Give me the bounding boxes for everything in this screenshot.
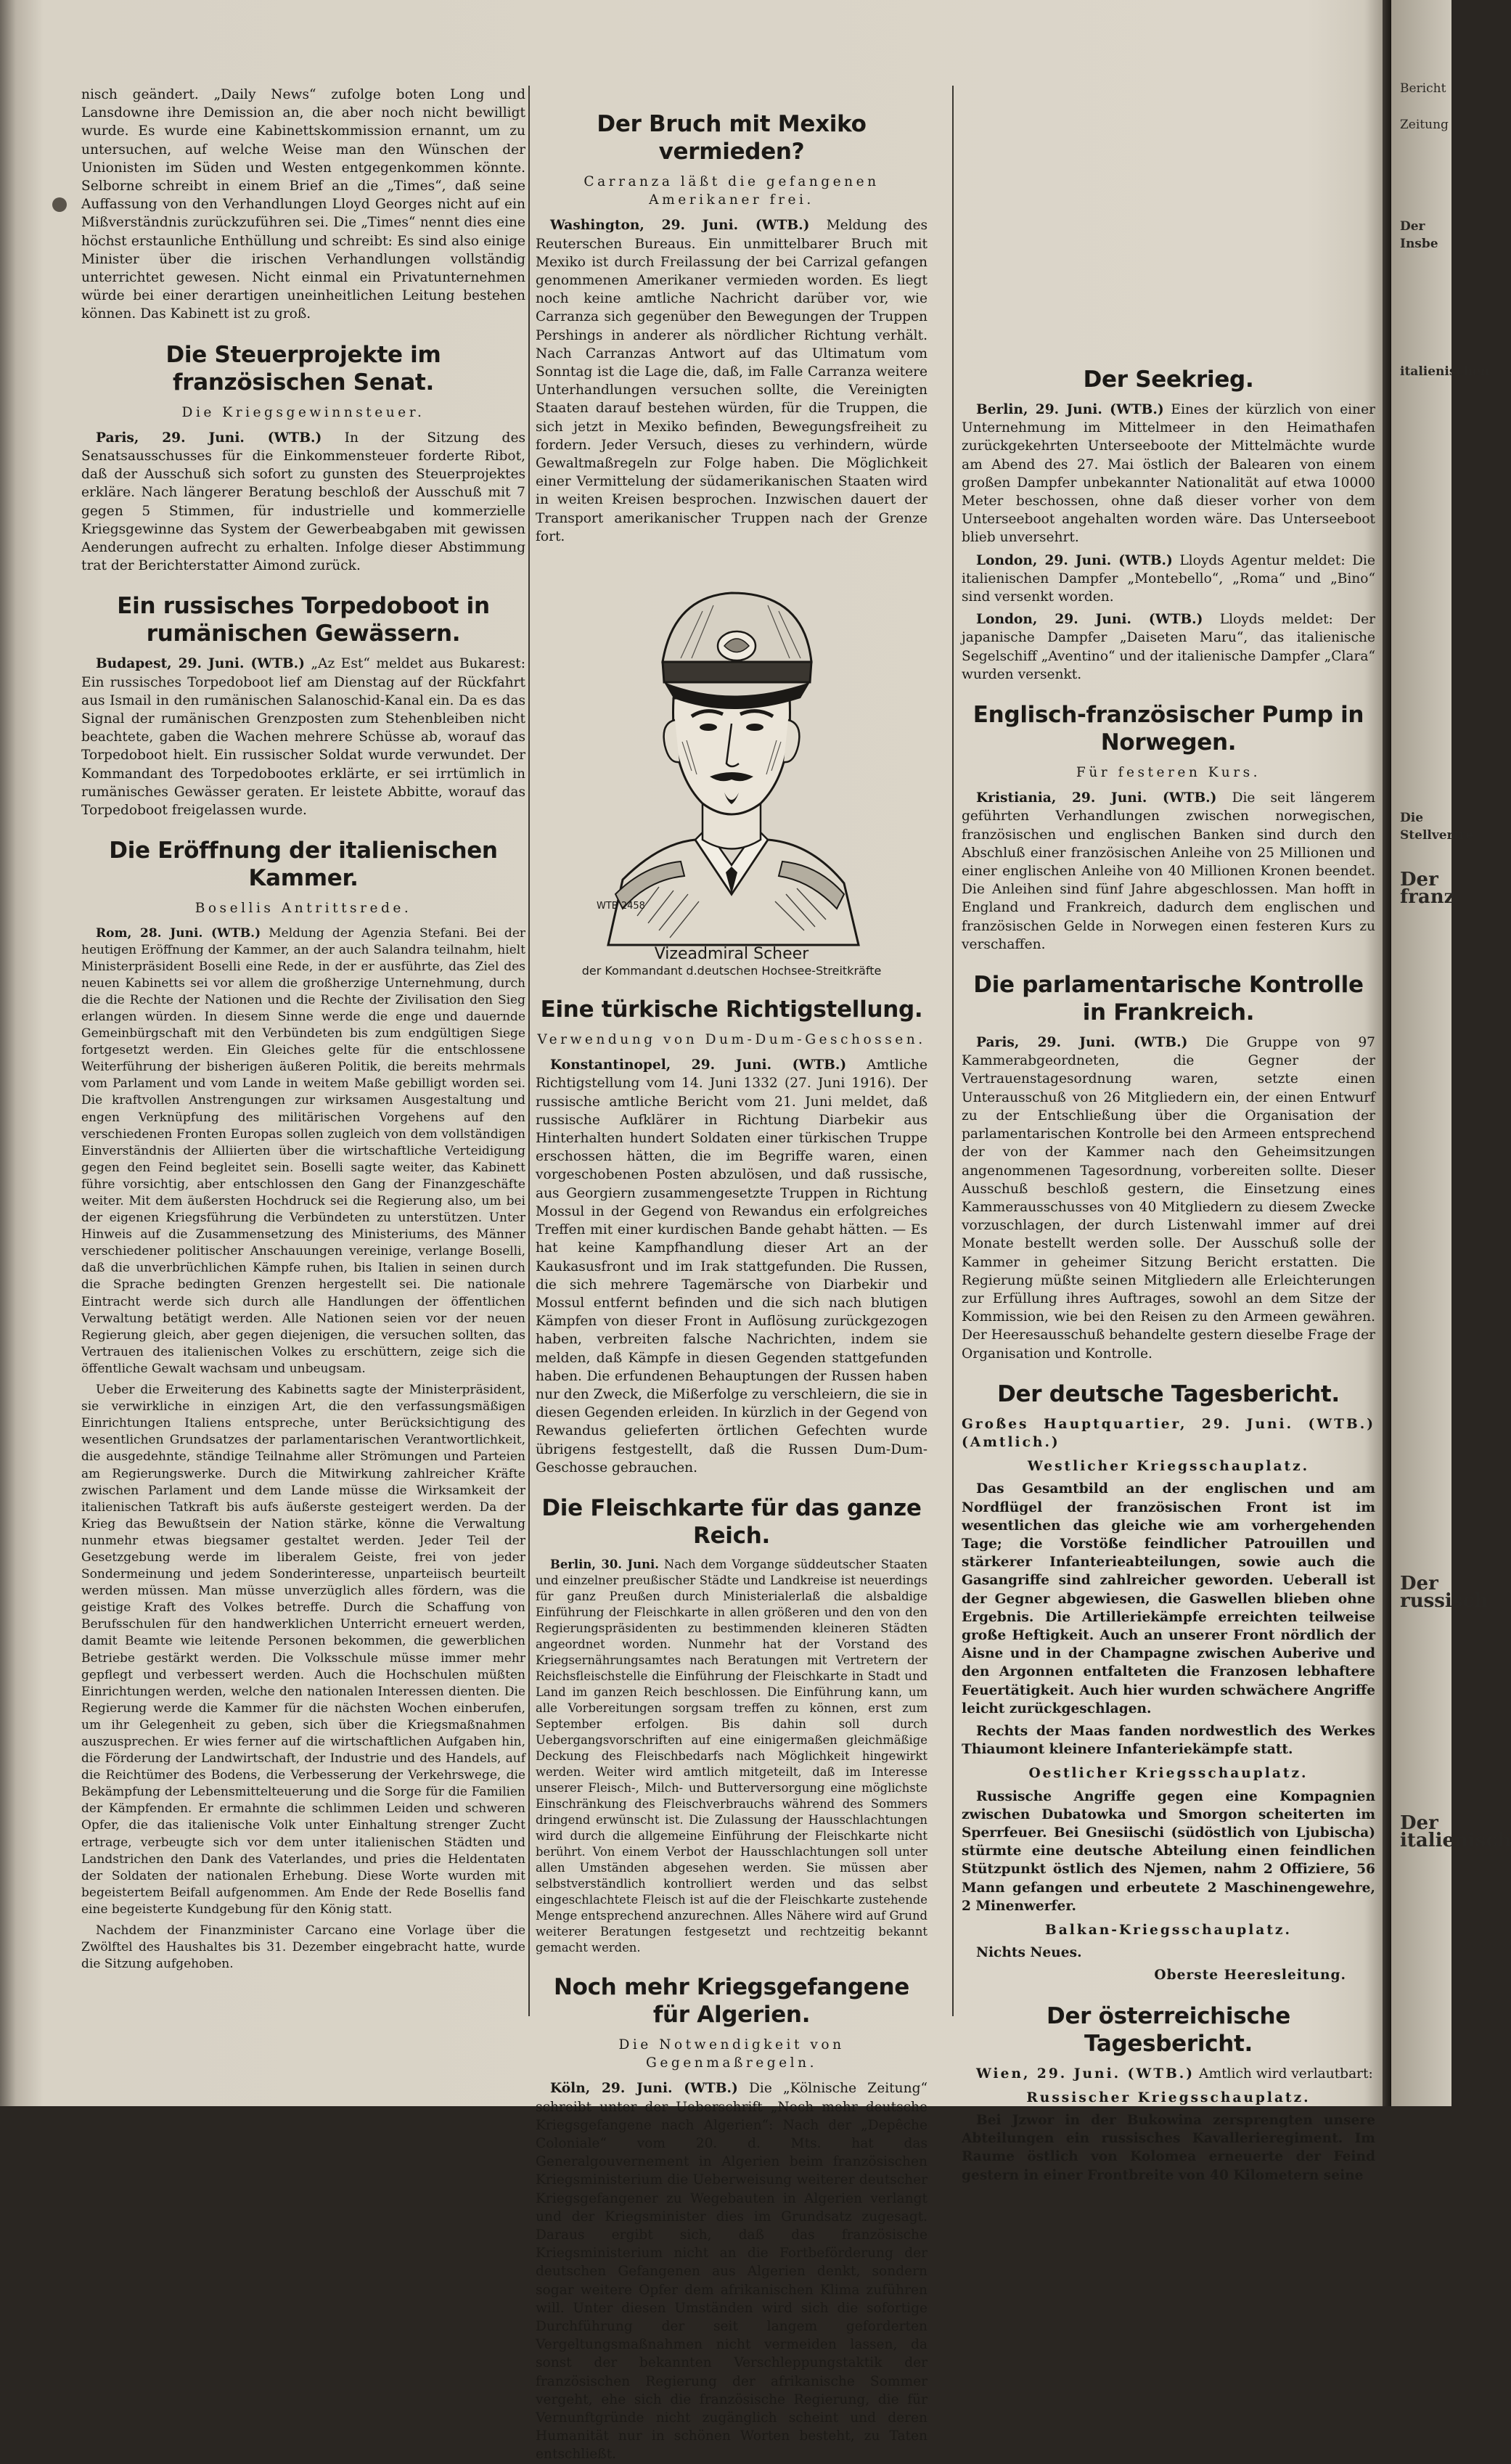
dateline: Köln, 29. Juni. (WTB.)	[550, 2081, 738, 2097]
headline-steuerprojekte: Die Steuerprojekte im französischen Senat.	[165, 341, 441, 396]
headline-fleischkarte: Die Fleischkarte für das ganze Reich.	[541, 1494, 922, 1549]
headline-tuerkische-richtigstellung: Eine türkische Richtigstellung.	[540, 996, 923, 1023]
dateline: Kristiania, 29. Juni. (WTB.)	[976, 790, 1217, 806]
subhead-kriegsgewinnsteuer: Die Kriegsgewinnsteuer.	[181, 404, 425, 420]
section-balkan: Balkan-Kriegsschauplatz.	[1045, 1923, 1292, 1939]
headline-seekrieg: Der Seekrieg.	[1083, 367, 1254, 393]
section-oestlich: Oestlicher Kriegsschauplatz.	[1028, 1766, 1309, 1782]
portrait-signature: WTB 2458	[597, 901, 645, 912]
neighbor-fragment: Der italienisch	[1400, 1812, 1511, 1851]
article-body: Lloyds meldet: Der japanische Dampfer „Daiseten Maru“, das italienische Segelschiff „Aventino“ und der italienische Dampfer „Clara“ wurden versenkt.	[962, 612, 1375, 682]
dateline: London, 29. Juni. (WTB.)	[976, 612, 1203, 628]
article-body: Amtliche Richtigstellung vom 14. Juni 1332 (27. Juni 1916). Der russische amtliche Bericht vom 21. Juni meldet, daß russische Aufklärer in Richtung Diarbekir aus Hinterhalten hundert Soldaten einer türkischen Truppe erschossen hätten, die im Begriffe waren, einen vorgeschobenen Posten abzulösen, und daß russische, aus Georgiern zusammengesetzte Truppen in Richtung Mossul in der Gegend von Rewandus ein erfolgreiches Treffen mit einer kurdischen Bande gehabt hätten. — Es hat keine Kampfhandlung dieser Art an der Kaukasusfront und im Irak stattgefunden. Die Russen, die sich mehrere Tagemärsche von Diarbekir und Mossul entfernt befinden und die sich nach blutigen Kämpfen von dieser Front in Auflösung zurückgezogen haben, verbreiten falsche Nachrichten, indem sie melden, daß Kämpfe in diesen Gegenden stattgefunden haben. Die erfundenen Behauptungen der Russen haben nur den Zweck, die Mißerfolge zu verschleiern, die sie in diesen Gegenden erleiden. In kürzlich in der Gegend von Rewandus gelieferten örtlichen Gefechten wurde übrigens festgestellt, daß die Russen Dum-Dum-Geschosse gebrauchen.	[536, 1057, 928, 1475]
article-body: Die seit längerem geführten Verhandlungen zwischen norwegischen, französischen und englischen Banken sind durch den Abschluß einer französischen Anleihe von 25 Millionen und einer englischen Anleihe von 40 Millionen Kronen beendet. Die Anleihen sind fünf Jahre abgeschlossen. Man hofft in England und Frankreich, dadurch dem englischen und französischen Gelde in Norwegen einen festeren Kurs zu verschaffen.	[962, 790, 1375, 952]
dateline: Berlin, 29. Juni. (WTB.)	[976, 402, 1164, 417]
intro-paragraph: nisch geändert. „Daily News“ zufolge boten Long und Lansdowne ihre Demission an, die aber noch nicht bewilligt wurde. Es wurde eine Kabinettskommission ernannt, um zu untersuchen, auf welche Weise man den Wünschen der Unionisten im Süden und Westen entgegenkommen könnte. Selborne schreibt in einem Brief an die „Times“, daß seine Auffassung von den Verhandlungen Lloyd Georges nicht auf ein Mißverständnis zurückzuführen sei. Die „Times“ nennt dies eine höchst erstaunliche Enthüllung und schreibt: Es sind also einige Minister über die irischen Verhandlungen vollständig unterrichtet gewesen. Nicht einmal ein Privatunternehmen würde bei einer derartigen uneinheitlichen Leitung bestehen können. Das Kabinett ist zu groß.	[81, 87, 525, 322]
article-body: Meldung des Reuterschen Bureaus. Ein unmittelbarer Bruch mit Mexiko ist durch Freilassung der bei Carrizal gefangen genommenen Amerikaner vermieden worden. Es liegt noch keine amtliche Nachricht darüber vor, wie Carranza sich gegenüber den Bewegungen der Truppen Pershings in anderer als nördlicher Richtung verhält. Nach Carranzas Antwort auf das Ultimatum vom Sonntag ist die Lage die, daß, im Falle Carranza weitere Unterhandlungen versuchen sollte, die Vereinigten Staaten darauf bestehen würden, für die Truppen, die sich jetzt in Mexiko befinden, Bewegungsfreiheit zu fordern. Jeder Versuch, dieses zu verhindern, würde Gewaltmaßregeln zur Folge haben. Die Möglichkeit einer Vermittelung der südamerikanischen Staaten wird in weiten Kreisen besprochen. Inzwischen dauert der Transport amerikanischer Truppen nach der Grenze fort.	[536, 218, 928, 544]
report-west: Das Gesamtbild an der englischen und am Nordflügel der französischen Front ist im wesentlichen das gleiche wie am vorhergehenden Tage; die Vorstöße feindlicher Patrouillen und stärkerer Infanterieabteilungen, sowie auch die Gasangriffe sind zahlreicher geworden. Ueberall ist der Gegner abgewiesen, die Gaswellen blieben ohne Ergebnis. Die Artilleriekämpfe erreichten teilweise große Heftigkeit. Auch an unserer Front nördlich der Aisne und in der Champagne zwischen Auberive und den Argonnen entfalteten die Franzosen lebhaftere Feuertätigkeit. Auch hier wurden schwächere Angriffe leicht zurückgeschlagen.	[962, 1481, 1375, 1716]
section-westlich: Westlicher Kriegsschauplatz.	[1027, 1459, 1310, 1475]
article-pump	[962, 789, 1375, 954]
portrait-caption-name: Vizeadmiral Scheer	[654, 945, 809, 964]
neighbor-fragment: Zeitung	[1400, 118, 1449, 132]
portrait-scheer	[579, 553, 884, 978]
adjacent-page-edge	[1391, 0, 1511, 2106]
article-body: In der Sitzung des Senatsausschusses für die Einkommensteuer forderte Ribot, daß der Ausschuß sich sofort zu gunsten des Steuerprojektes erkläre. Nach längerer Beratung beschloß der Ausschuß mit 7 gegen 5 Stimmen, für industrielle und kommerzielle Kriegsgewinne das System der Gewerbeabgaben mit gewissen Aenderungen aufrecht zu erhalten. Infolge dieser Abstimmung trat der Berichterstatter Aimond zurück.	[81, 430, 525, 574]
report-maas: Rechts der Maas fanden nordwestlich des Werkes Thiaumont kleinere Infanteriekämpfe statt.	[962, 1723, 1375, 1758]
neighbor-fragment: Der franz	[1400, 869, 1455, 908]
report-russisch: Bei Jzwor in der Bukowina zersprengten unsere Abteilungen ein russisches Kavallerieregiment. Im Raume östlich von Kolomea erneuerte der Feind gestern in einer Frontbreite von 40 Kilometern seine	[962, 2113, 1375, 2183]
article-kammer	[81, 925, 525, 1378]
headline-pump-norwegen: Englisch-französischer Pump in Norwegen.	[972, 702, 1364, 756]
column-1	[81, 86, 525, 2045]
dateline: Washington, 29. Juni. (WTB.)	[550, 218, 810, 234]
neighbor-fragment: Der russisch	[1400, 1573, 1489, 1612]
portrait-caption-role: der Kommandant d.deutschen Hochsee-Streitkräfte	[581, 964, 882, 978]
article-kontrolle	[962, 1034, 1375, 1363]
headline-algerien: Noch mehr Kriegsgefangene für Algerien.	[553, 1973, 910, 2028]
subhead-gegenmassregeln: Die Notwendigkeit von Gegenmaßregeln.	[618, 2037, 845, 2071]
article-body: Nach dem Vorgange süddeutscher Staaten und einzelner preußischer Städte und Landkreise ist neuerdings für ganz Preußen durch Ministerialerlaß die alsbaldige Einführung der Fleischkarte in allen größeren und den von den Regierungspräsidenten zu bestimmenden kleineren Städten angeordnet worden. Nunmehr hat der Vorstand des Kriegsernährungsamtes nach Beratungen mit Vertretern der Reichsfleischstelle die Einführung der Fleischkarte in Stadt und Land im ganzen Reich beschlossen. Die Einführung kann, um alle Vorbereitungen sorgsam treffen zu können, erst zum September erfolgen. Bis dahin soll durch Uebergangsvorschriften auf eine einigermaßen gleichmäßige Deckung des Fleischbedarfs nach Möglichkeit hingewirkt werden. Weiter wird amtlich mitgeteilt, daß im Interesse unserer Fleisch-, Milch- und Butterversorgung eine möglichste Einschränkung des Fleischverbrauchs während des Sommers dringend erwünscht ist. Die Zulassung der Hausschlachtungen wird durch die allgemeine Einführung der Fleischkarte nicht berührt. Von einem Verbot der Hausschlachtungen soll unter allen Umständen abgesehen werden. Sie müssen aber selbstverständlich kontrolliert werden und das selbst eingeschlachtete Fleisch ist auf die der Fleischkarte zustehende Menge entsprechend anzurechnen. Alles Nähere wird auf Grund weiterer Beratungen festgesetzt und rechtzeitig bekannt gemacht werden.	[536, 1557, 928, 1955]
column-rule	[528, 86, 530, 2016]
article-fleisch	[536, 1557, 928, 1956]
article-body: Lloyds Agentur meldet: Die italienischen Dampfer „Montebello“, „Roma“ und „Bino“ sind versenkt worden.	[962, 552, 1375, 605]
subhead-carranza: Carranza läßt die gefangenen Amerikaner frei.	[583, 174, 880, 208]
section-russisch: Russischer Kriegsschauplatz.	[1026, 2090, 1311, 2105]
report-intro: Amtlich wird verlautbart:	[1199, 2066, 1373, 2082]
article-kammer-closing: Nachdem der Finanzminister Carcano eine Vorlage über die Zwölftel des Haushaltes bis 31. Dezember eingebracht hatte, wurde die Sitzung aufgehoben.	[81, 1923, 525, 1972]
dateline: Paris, 29. Juni. (WTB.)	[96, 430, 322, 446]
article-seekrieg-2	[962, 552, 1375, 607]
article-seekrieg-3	[962, 610, 1375, 684]
subhead-dum-dum: Verwendung von Dum-Dum-Geschossen.	[537, 1032, 926, 1048]
article-body: Eines der kürzlich von einer Unternehmung im Mittelmeer in den Heimathafen zurückgekehrten Unterseeboote der Mittelmächte wurde am Abend des 27. Mai östlich der Balearen von einem großen Dampfer unbekannter Nationalität auf etwa 10000 Meter beschossen, ohne daß dieser vorher von dem Unterseeboot angehalten worden wäre. Das Unterseeboot blieb unversehrt.	[962, 402, 1375, 546]
article-body: Meldung der Agenzia Stefani. Bei der heutigen Eröffnung der Kammer, an der auch Salandra teilnahm, hielt Ministerpräsident Boselli eine Rede, in der er ausführte, das Ziel des neuen Kabinetts sei vor allem die großherzige Unternehmung, durch die die Rechte der Nationen und die Rechte der Zivilisation den Sieg erlangen würden. In diesem Sinne werde die enge und dauernde Gemeinbürgschaft mit den Verbündeten bis zum endgültigen Siege fortgesetzt werden. Ein Gleiches gelte für die entschlossene Weiterführung der bisherigen äußeren Politik, die bereits mehrmals vom Parlament und vom Lande in weitem Maße gebilligt worden sei. Die kraftvollen Anstrengungen zur wirksamen Ausgestaltung und engen Verknüpfung des militärischen Vorgehens auf den verschiedenen Fronten Europas sollen zugleich von dem vollständigen Einverständnis der Alliierten über die wirtschaftliche Verteidigung gegen den Feind begleitet sein. Boselli sagte weiter, das Kabinett führe vorsichtig, aber entschlossen den Gang der Finanzgeschäfte weiter. Mit dem äußersten Hochdruck sei die Regierung also, um bei der eigenen Kriegsführung die Verbündeten zu unterstützen. Unter Hinweis auf die Zusammensetzung des Ministeriums, des Männer verschiedener politischer Anschauungen vereinige, verlange Boselli, daß die unverbrüchlichen Kämpfe ruhen, bis Italien in seinen durch die Sprache bedingten Grenzen hergestellt sei. Die nationale Eintracht werde sich durch alle Handlungen der öffentlichen Verwaltung betätigt werden. Alle Nationen seien vor der neuen Regierung gleich, aber gegen diejenigen, die versuchen sollten, das Vertrauen des italienischen Volkes zu erschüttern, zeige sich die öffentliche Gewalt wachsam und unbeugsam.	[81, 925, 526, 1376]
article-body: Die Gruppe von 97 Kammerabgeordneten, die Gegner der Vertrauenstagesordnung waren, setzte einen Unterausschuß von 26 Mitgliedern ein, der einen Entwurf zu der Entschließung über die Organisation der parlamentarischen Kontrolle bei den Armeen entsprechend der von der Kammer nach den Geheimsitzungen angenommenen Tagesordnung, vorbereiten sollte. Dieser Ausschuß beschloß gestern, die Einsetzung eines Kammerausschusses von 40 Mitgliedern zu diesem Zwecke vorzuschlagen, der durch Listenwahl immer auf drei Monate bestellt werden solle. Der Ausschuß solle der Kammer in geheimer Sitzung Bericht erstatten. Die Regierung müßte seinen Mitgliedern alle Erleichterungen zur Erfüllung ihres Auftrages, sowohl an dem Sitze der Kommission, wie bei den Reisen zu den Armeen gewähren. Der Heeresausschuß behandelte gestern dieselbe Frage der Organisation und Kontrolle.	[962, 1035, 1375, 1362]
dateline: Budapest, 29. Juni. (WTB.)	[96, 656, 305, 672]
neighbor-fragment: Bericht	[1400, 81, 1446, 96]
headline-parlamentarische-kontrolle: Die parlamentarische Kontrolle in Frankreich.	[973, 972, 1364, 1026]
report-ost: Russische Angriffe gegen eine Kompagnien zwischen Dubatowka und Smorgon scheiterten im Sperrfeuer. Bei Gnesiischi (südöstlich von Ljubischa) stürmte eine deutsche Abteilung einen feindlichen Stützpunkt östlich des Njemen, nahm 2 Offiziere, 56 Mann gefangen und erbeutete 2 Maschinengewehre, 2 Minenwerfer.	[962, 1788, 1375, 1914]
column-3	[962, 89, 1375, 2183]
article-body: Die „Kölnische Zeitung“ schreibt unter der Ueberschrift „Noch mehr deutsche Kriegsgefangene nach Algerien“: Nach der „Depêche Coloniale“ vom 20. d. Mts. hat das Generalgouvernement in Algerien beim französischen Kriegsministerium die Ueberweisung weiterer deutscher Kriegsgefangener zu Wegebauten in Algerien verlangt und der Kriegsminister dies im Grundsatz zugesagt. Daraus ergibt sich, daß das französische Kriegsministerium nicht an die Fortbeförderung der deutschen Gefangenen aus Algerien denkt, sondern sogar weitere Opfer dem afrikanischen Klima zuführen will. Unter diesen Umständen wird sich die sofortige Durchführung der seit langem geforderten Vergeltungsmaßnahmen nicht vermeiden lassen, da sonst der bekannten Verschleppungstaktik der französischen Regierung der afrikanische Sommer vergeht, ehe sich die französische Regierung, die für Vernunftgründe nicht zugänglich scheint und deren Humanität nur in schönen Worten besteht, zu Taten entschließt.	[536, 2081, 928, 2463]
article-seekrieg-1	[962, 401, 1375, 547]
article-algerien	[536, 2079, 928, 2463]
admiral-portrait-illustration	[594, 553, 869, 945]
signature-oberste-heeresleitung: Oberste Heeresleitung.	[1154, 1968, 1346, 1984]
article-torpedo	[81, 655, 525, 819]
headline-italienische-kammer: Die Eröffnung der italienischen Kammer.	[109, 838, 498, 892]
article-steuer	[81, 429, 525, 576]
article-mexiko	[536, 216, 928, 546]
article-tuerkisch	[536, 1056, 928, 1477]
dateline: Paris, 29. Juni. (WTB.)	[976, 1035, 1188, 1051]
dateline: Rom, 28. Juni. (WTB.)	[96, 925, 261, 941]
book-spine	[1383, 0, 1391, 2106]
binding-hole	[52, 197, 67, 212]
headline-mexiko: Der Bruch mit Mexiko vermieden?	[597, 111, 867, 165]
headline-oesterreichischer-tagesbericht: Der österreichische Tagesbericht.	[1047, 2002, 1290, 2057]
subhead-antrittsrede: Bosellis Antrittsrede.	[194, 901, 412, 917]
headline-deutscher-tagesbericht: Der deutsche Tagesbericht.	[997, 1380, 1340, 1407]
dateline: Wien, 29. Juni. (WTB.)	[976, 2066, 1195, 2082]
neighbor-fragment: italienischen	[1400, 364, 1490, 379]
neighbor-fragment: Der Insbe	[1400, 219, 1438, 251]
column-rule	[952, 86, 954, 2016]
subhead-festeren-kurs: Für festeren Kurs.	[1076, 765, 1261, 781]
dateline: Konstantinopel, 29. Juni. (WTB.)	[550, 1057, 847, 1073]
dateline-hauptquartier: Großes Hauptquartier, 29. Juni. (WTB.) (Amtlich.)	[962, 1416, 1375, 1450]
neighbor-fragment: Die Stellvertre	[1400, 811, 1474, 843]
dateline: London, 29. Juni. (WTB.)	[976, 552, 1173, 568]
report-balkan: Nichts Neues.	[976, 1945, 1082, 1961]
article-kammer-cont: Ueber die Erweiterung des Kabinetts sagte der Ministerpräsident, sie verwirkliche in einzigen Art, die den verfassungsmäßigen Einrichtungen Italiens entspreche, unter Berücksichtigung des wesentlichen Grundsatzes der parlamentarischen Verantwortlichkeit, die ausgedehnte, ständige Teilnahme aller Strömungen und Parteien am Regierungswerke. Durch die Mitwirkung zahlreicher Kräfte zwischen Parlament und dem Lande müsse die Wirksamkeit der italienischen Tatkraft bis aufs äußerste gesteigert werden. Da der Krieg das Bewußtsein der Nation stärke, könne die Verwaltung nunmehr etwas biegsamer gestaltet werden. Jeder Teil der Gesetzgebung werde im liberalem Geiste, frei von jeder Sondermeinung und jedem Sonderinteresse, unparteiisch beurteilt werden müssen. Man müsse unverzüglich alles fördern, was die geistige Kraft des Volkes betreffe. Durch die Schaffung von Berufsschulen für den handwerklichen Unterricht erneuert werden, damit Beamte wie leitende Personen bekommen, die gewerblichen Betriebe gestärkt werden. Die Volksschule müsse immer mehr gepflegt und verbessert werden. Auch die Hochschulen müßten Einrichtungen werden, welche den nationalen Interessen dienten. Die Regierung werde die Kammer für die nächsten Wochen einberufen, um ihr Gelegenheit zu geben, sich über die Kriegsmaßnahmen auszusprechen. Er wies ferner auf die wirtschaftlichen Aufgaben hin, die Förderung der Landwirtschaft, der Industrie und des Handels, auf die Reichtümer des Bodens, die Verbesserung der Verkehrswege, die Bekämpfung der Lebensmittelteuerung und die Sorge für die Familien der Kämpfenden. Er ermahnte die schlimmen Leiden und schweren Opfer, die das italienische Volk unter Einhaltung strenger Zucht ertrage, verbeugte sich vor dem unter italienischen Städten und Landstrichen den Dank des Vaterlandes, und pries die Heldentaten der Soldaten der nationalen Erhebung. Diese Worte wurden mit begeistertem Beifall aufgenommen. Am Ende der Rede Bosellis fand eine begeisterte Kundgebung für den König statt.	[81, 1383, 525, 1917]
headline-torpedoboot: Ein russisches Torpedoboot in rumänischen Gewässern.	[117, 593, 490, 647]
dateline: Berlin, 30. Juni.	[550, 1557, 659, 1571]
article-body: „Az Est“ meldet aus Bukarest: Ein russisches Torpedoboot lief am Dienstag auf der Rückfahrt aus Ismail in den rumänischen Salanoschid-Kanal ein. Da es das Signal der rumänischen Grenzposten zum Stehenbleiben nicht beachtete, gaben die Wachen mehrere Schüsse ab, worauf das Torpedoboot hielt. Ein russischer Soldat wurde verwundet. Der Kommandant des Torpedobootes erklärte, er sei irrtümlich in rumänisches Gewässer geraten. Er leistete Abbitte, worauf das Torpedoboot freigelassen wurde.	[81, 656, 525, 819]
column-2	[536, 86, 928, 2463]
